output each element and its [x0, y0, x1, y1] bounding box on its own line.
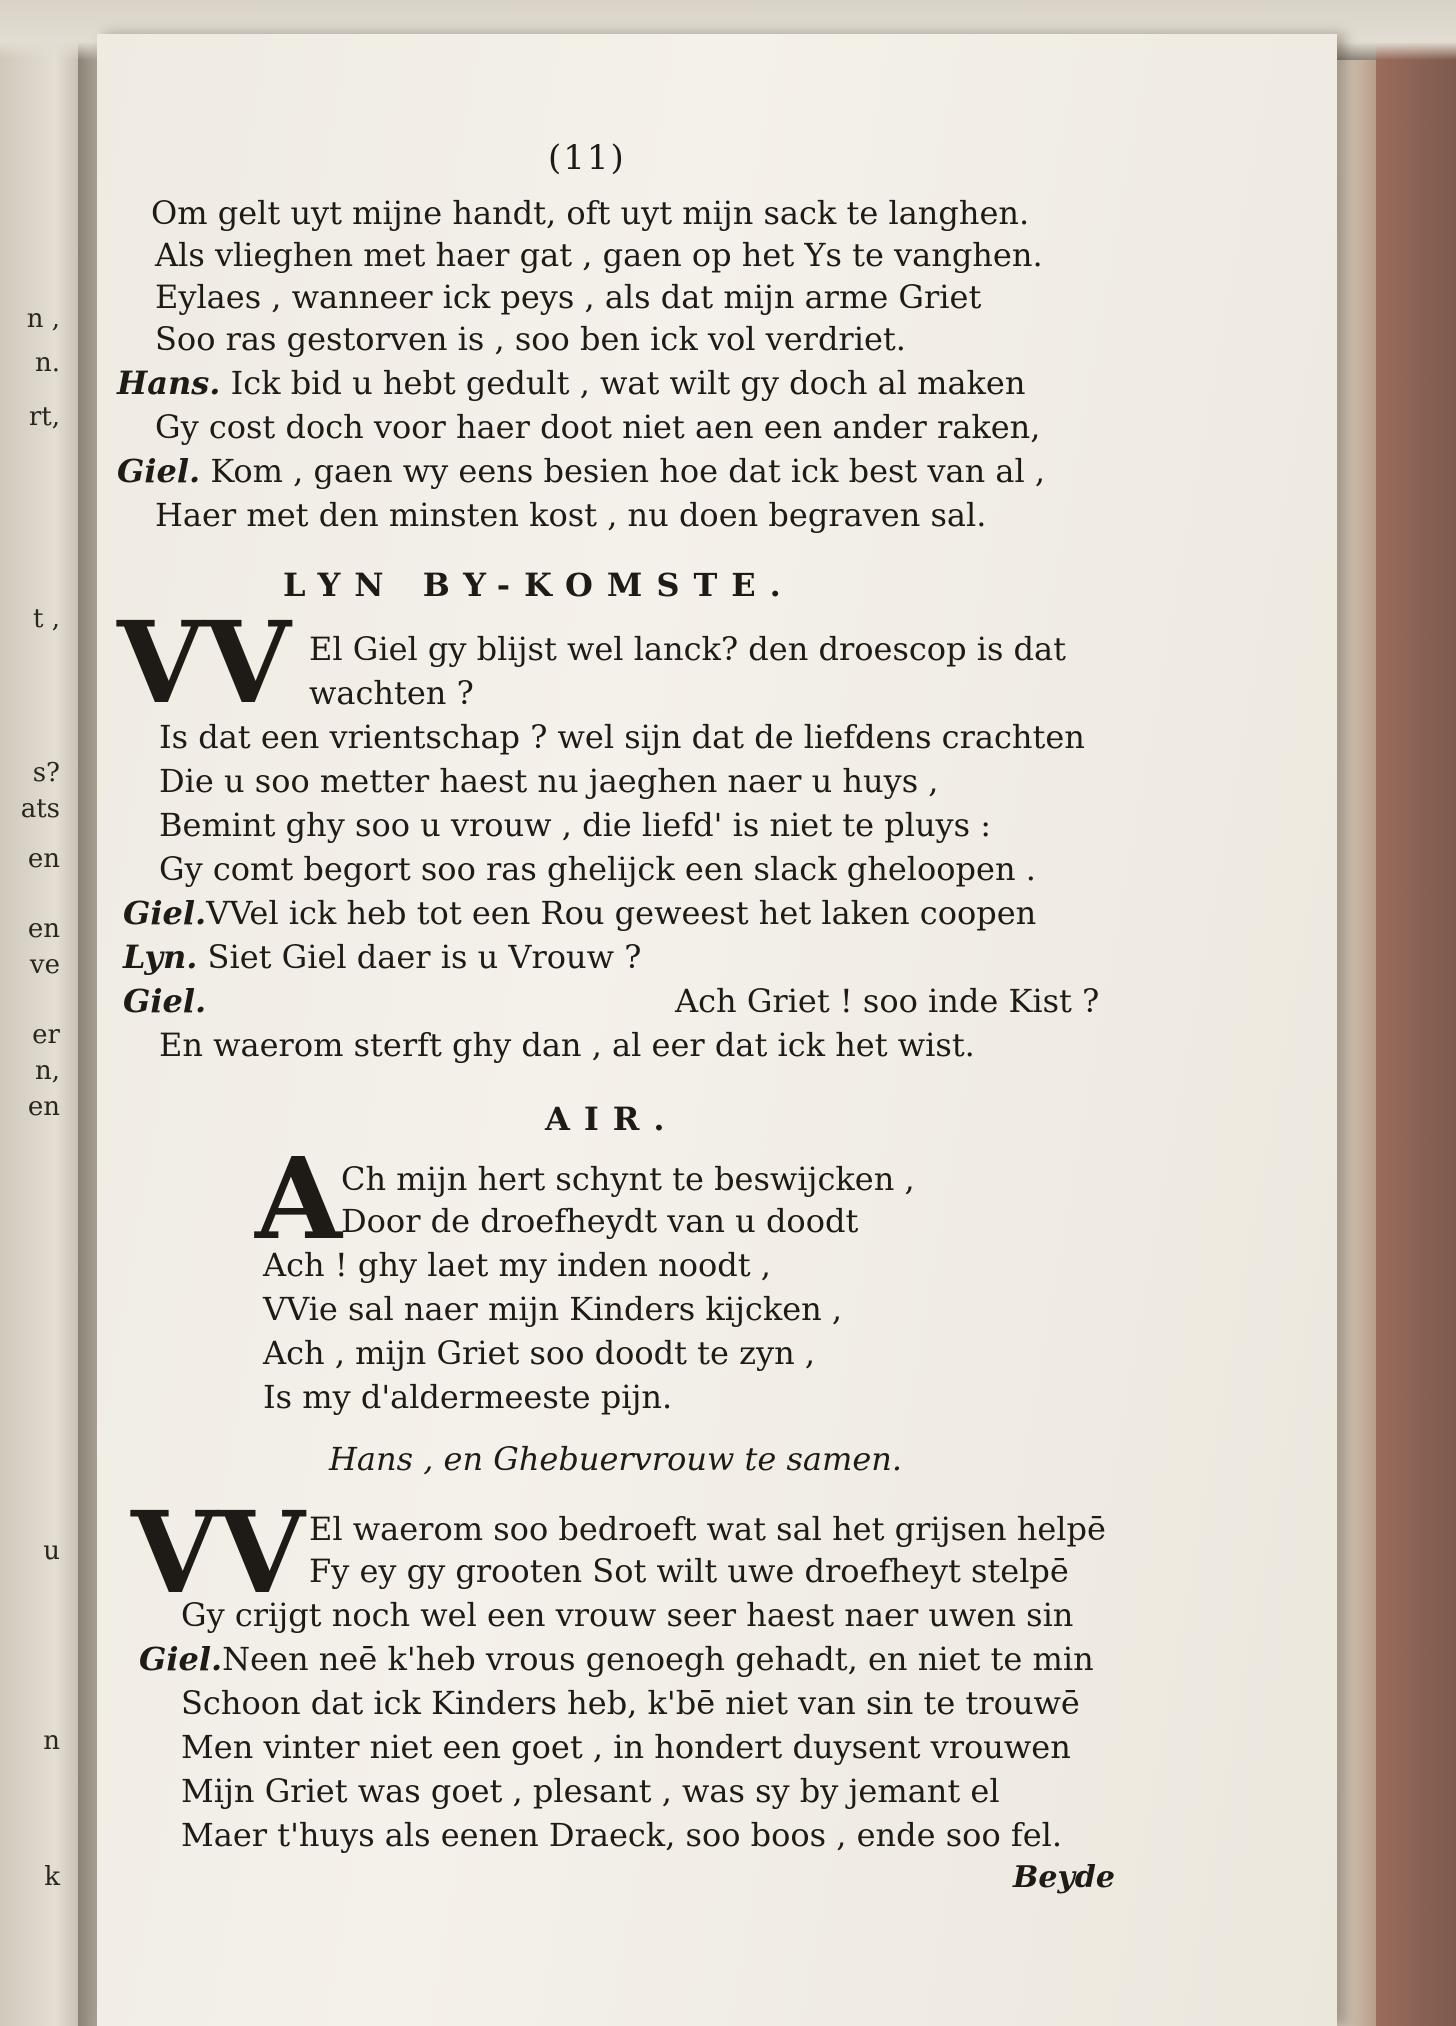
- stage-direction: Hans , en Ghebuervrouw te samen.: [329, 1440, 903, 1478]
- left-margin-fragment: u: [43, 1536, 60, 1566]
- book-cover-board: [1376, 0, 1456, 2026]
- verse-line: Mijn Griet was goet , plesant , was sy by jemant el: [181, 1772, 1000, 1810]
- verse-line: Ick bid u hebt gedult , wat wilt gy doch al maken: [230, 364, 1026, 402]
- verse-line: Maer t'huys als eenen Draeck, soo boos , ende soo fel.: [181, 1816, 1063, 1854]
- catchword: Beyde: [1013, 1860, 1115, 1895]
- drop-cap: VV: [131, 1488, 305, 1619]
- verse-line: Is my d'aldermeeste pijn.: [263, 1378, 673, 1416]
- verse-line: El waerom soo bedroeft wat sal het grijsen helpē: [309, 1510, 1106, 1548]
- verse-line: Neen neē k'heb vrous genoegh gehadt, en niet te min: [222, 1640, 1094, 1678]
- printed-page: [97, 34, 1337, 2026]
- page-edges: [1336, 60, 1376, 2026]
- left-margin-fragment: n.: [34, 348, 60, 378]
- left-margin-fragment: n ,: [26, 304, 60, 334]
- left-margin-fragment: en: [27, 1092, 60, 1122]
- verse-line: En waerom sterft ghy dan , al eer dat ick het wist.: [159, 1026, 975, 1064]
- section-heading: LYN BY-KOMSTE.: [283, 566, 795, 604]
- left-margin-fragment: ats: [20, 794, 60, 824]
- left-margin-fragment: rt,: [28, 402, 60, 432]
- speaker-label: Giel.: [117, 452, 201, 490]
- verse-line: Is dat een vrientschap ? wel sijn dat de liefdens crachten: [159, 718, 1085, 756]
- verse-line: Gy cost doch voor haer doot niet aen een ander raken,: [155, 408, 1041, 446]
- verse-line: Siet Giel daer is u Vrouw ?: [207, 938, 642, 976]
- verse-line: Fy ey gy grooten Sot wilt uwe droefheyt stelpē: [309, 1552, 1069, 1590]
- speaker-line: [117, 452, 1045, 490]
- verse-line: Kom , gaen wy eens besien hoe dat ick best van al ,: [210, 452, 1046, 490]
- left-margin-fragment: en: [27, 914, 60, 944]
- left-margin-fragment: er: [32, 1020, 60, 1050]
- page-number: (11): [548, 138, 626, 178]
- verse-line: Ach , mijn Griet soo doodt te zyn ,: [263, 1334, 816, 1372]
- drop-cap: VV: [117, 598, 291, 729]
- verse-line: Om gelt uyt mijne handt, oft uyt mijn sack te langhen.: [151, 194, 1030, 232]
- verse-line: Eylaes , wanneer ick peys , als dat mijn arme Griet: [155, 278, 982, 316]
- verse-line: Haer met den minsten kost , nu doen begraven sal.: [155, 496, 987, 534]
- verse-line: Ach Griet ! soo inde Kist ?: [675, 982, 1100, 1020]
- verse-line: Ch mijn hert schynt te beswijcken ,: [341, 1160, 915, 1198]
- speaker-line: [123, 938, 641, 976]
- verse-line: Soo ras gestorven is , soo ben ick vol verdriet.: [155, 320, 906, 358]
- left-margin-fragment: k: [44, 1862, 60, 1892]
- speaker-label: Giel.: [123, 982, 207, 1020]
- speaker-label: Giel.: [139, 1640, 223, 1678]
- left-margin-fragment: en: [27, 844, 60, 874]
- verse-line: Die u soo metter haest nu jaeghen naer u huys ,: [159, 762, 939, 800]
- speaker-label: Hans.: [117, 364, 221, 402]
- verse-line: Als vlieghen met haer gat , gaen op het Ys te vanghen.: [155, 236, 1043, 274]
- verse-line: Ach ! ghy laet my inden noodt ,: [263, 1246, 771, 1284]
- verse-line: Door de droefheydt van u doodt: [341, 1202, 859, 1240]
- verse-line: Schoon dat ick Kinders heb, k'bē niet van sin te trouwē: [181, 1684, 1080, 1722]
- left-margin-fragment: t ,: [33, 604, 60, 634]
- drop-cap: A: [255, 1134, 342, 1265]
- speaker-label: Lyn.: [123, 938, 198, 976]
- verse-line: VVel ick heb tot een Rou geweest het laken coopen: [206, 894, 1037, 932]
- verse-line: Bemint ghy soo u vrouw , die liefd' is niet te pluys :: [159, 806, 991, 844]
- verse-line: El Giel gy blijst wel lanck? den droescop is dat: [309, 630, 1066, 668]
- left-margin-fragment: n,: [34, 1056, 60, 1086]
- section-heading: AIR.: [545, 1100, 679, 1138]
- speaker-line: [123, 894, 1036, 932]
- speaker-line: [139, 1640, 1094, 1678]
- left-margin-fragment: s?: [32, 758, 60, 788]
- left-margin-fragment: n: [43, 1726, 60, 1756]
- verse-line: wachten ?: [309, 674, 474, 712]
- left-margin-fragment: ve: [29, 950, 60, 980]
- verse-line: Gy comt begort soo ras ghelijck een slack gheloopen .: [159, 850, 1036, 888]
- verse-line: VVie sal naer mijn Kinders kijcken ,: [263, 1290, 843, 1328]
- verse-line: Gy crijgt noch wel een vrouw seer haest naer uwen sin: [181, 1596, 1074, 1634]
- speaker-label: Giel.: [123, 894, 207, 932]
- verse-line: Men vinter niet een goet , in hondert duysent vrouwen: [181, 1728, 1071, 1766]
- speaker-line: [117, 364, 1025, 402]
